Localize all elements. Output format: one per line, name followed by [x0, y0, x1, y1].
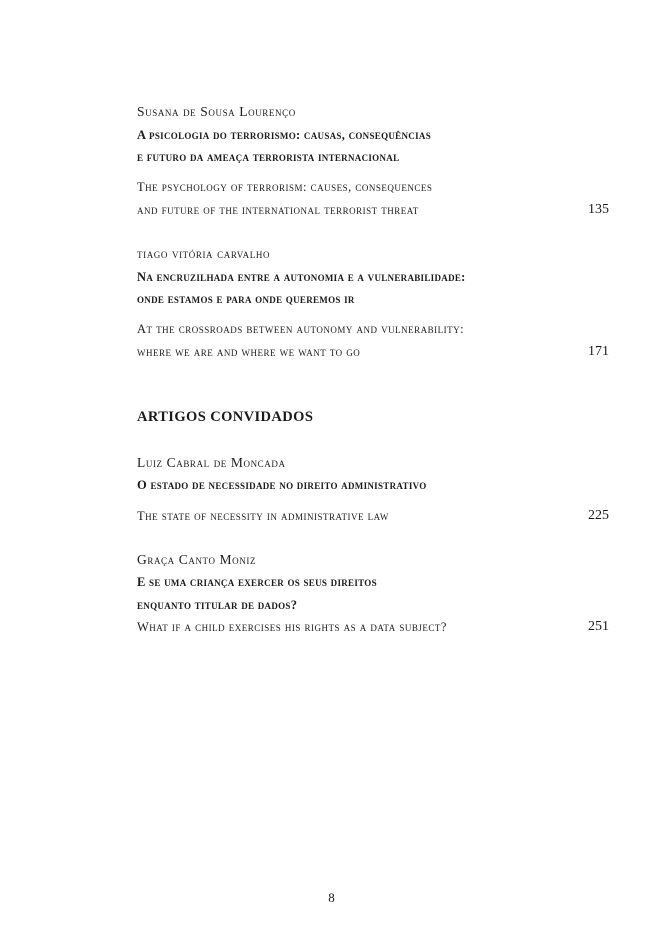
entry-subtitle-line: The psychology of terrorism: causes, consequences	[137, 180, 433, 194]
section-heading: ARTIGOS CONVIDADOS	[137, 409, 314, 425]
entry-title-line: E se uma criança exercer os seus direitos	[137, 575, 377, 589]
entry-subtitle-line: The state of necessity in administrative law	[137, 509, 389, 523]
entry-page-number: 135	[588, 202, 609, 217]
entry-title-line: A psicologia do terrorismo: causas, consequências	[137, 128, 431, 142]
entry-author: Graça Canto Moniz	[137, 552, 257, 567]
entry-title-line: Na encruzilhada entre a autonomia e a vulnerabilidade:	[137, 270, 466, 284]
entry-author: Luiz Cabral de Moncada	[137, 455, 286, 470]
entry-subtitle-line: where we are and where we want to go	[137, 345, 361, 359]
entry-title-line: e futuro da ameaça terrorista internacional	[137, 150, 400, 164]
folio-page-number: 8	[328, 890, 335, 905]
entry-page-number: 225	[588, 508, 609, 523]
entry-page-number: 171	[588, 344, 609, 359]
entry-author: tiago vitória carvalho	[137, 246, 271, 261]
entry-subtitle-line: and future of the international terrorist threat	[137, 203, 419, 217]
entry-title-line: O estado de necessidade no direito administrativo	[137, 478, 427, 492]
entry-page-number: 251	[588, 619, 609, 634]
entry-subtitle-line: At the crossroads between autonomy and vulnerability:	[137, 322, 465, 336]
entry-title-line: enquanto titular de dados?	[137, 598, 298, 612]
entry-subtitle-line: What if a child exercises his rights as a data subject?	[137, 620, 447, 634]
entry-author: Susana de Sousa Lourenço	[137, 104, 296, 119]
entry-title-line: onde estamos e para onde queremos ir	[137, 292, 355, 306]
